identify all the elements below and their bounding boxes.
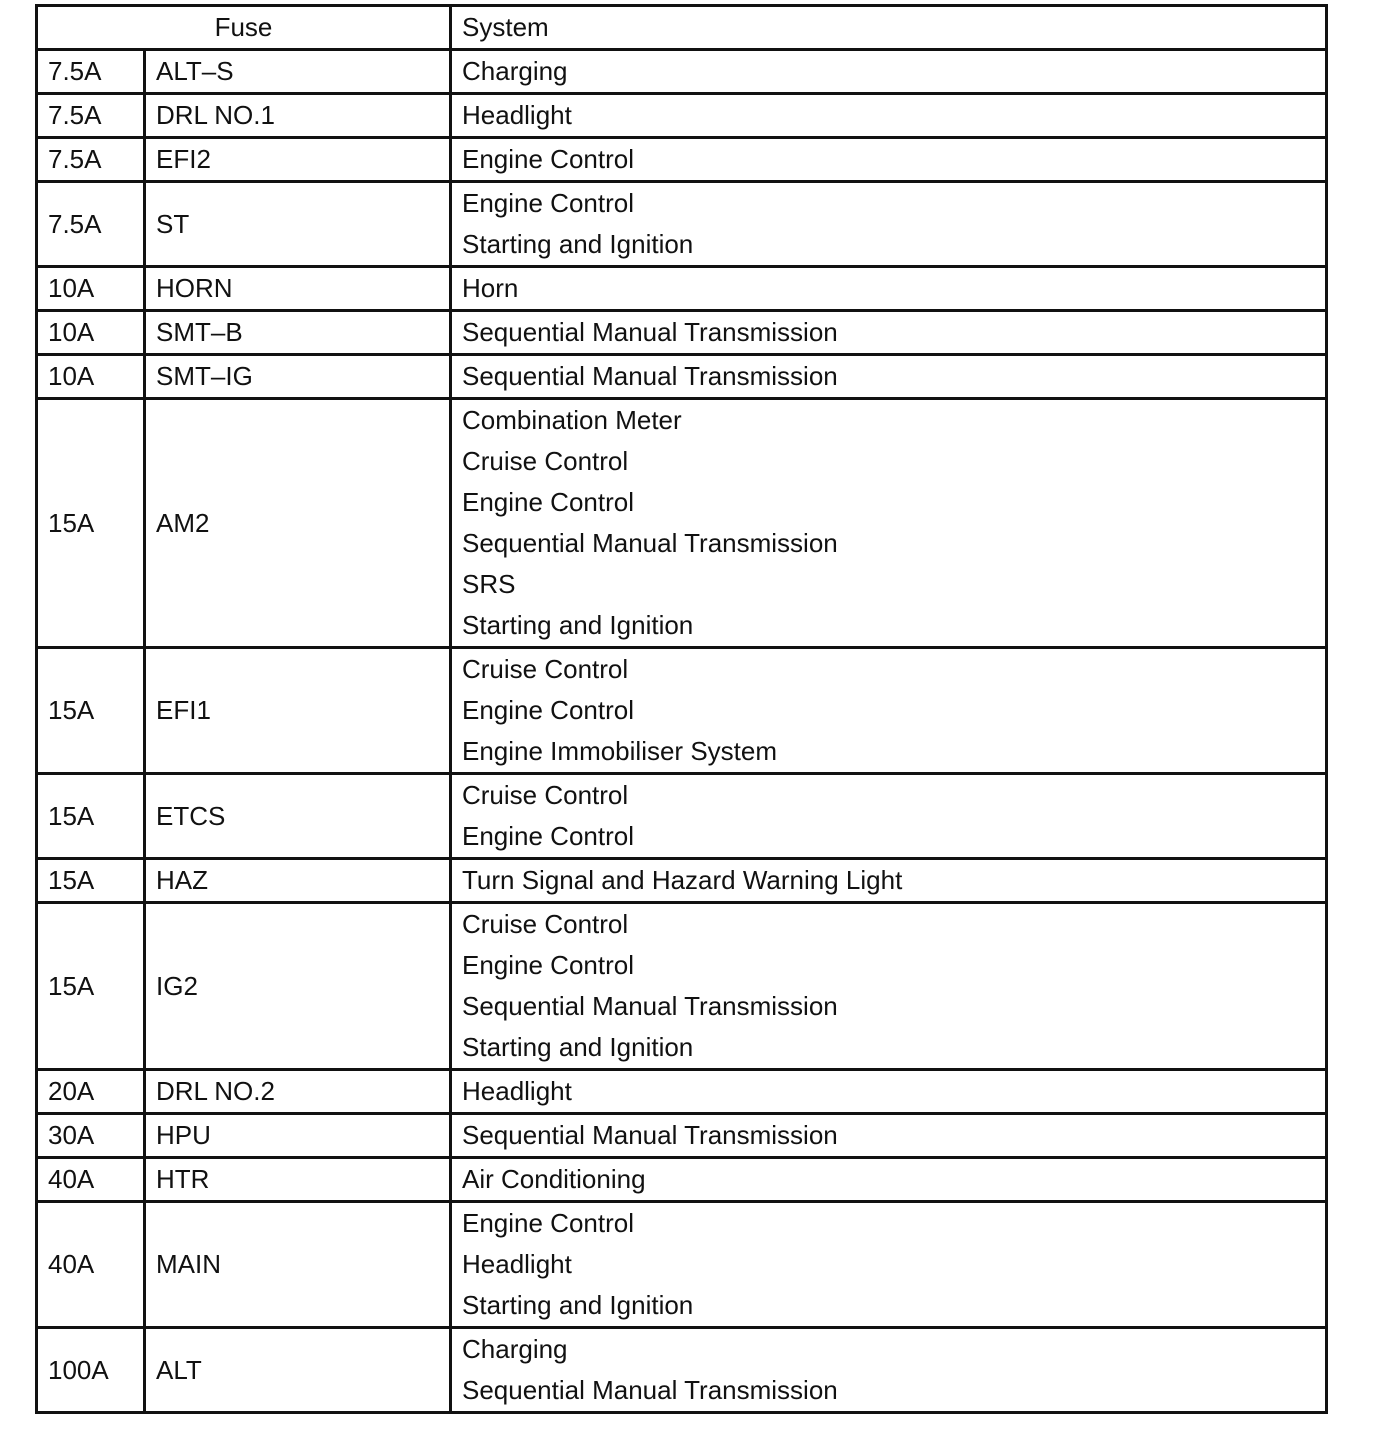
system-entry: Cruise Control	[462, 654, 629, 684]
fuse-amperage-cell: 40A	[37, 1202, 145, 1328]
table-row	[37, 182, 1327, 267]
system-entry: Engine Control	[462, 695, 634, 725]
system-entry: Cruise Control	[462, 780, 629, 810]
fuse-amperage-cell: 7.5A	[37, 138, 145, 182]
fuse-amperage-cell: 20A	[37, 1070, 145, 1114]
table-body	[37, 50, 1327, 1413]
system-entry: Sequential Manual Transmission	[462, 1120, 838, 1150]
table-row	[37, 903, 1327, 1070]
system-entry: SRS	[462, 569, 516, 599]
fuse-name-cell: SMT–IG	[145, 355, 451, 399]
fuse-name-cell: EFI2	[145, 138, 451, 182]
system-cell	[451, 1114, 1327, 1158]
fuse-amperage-cell: 7.5A	[37, 50, 145, 94]
table-row	[37, 1114, 1327, 1158]
header-row	[37, 6, 1327, 50]
system-cell	[451, 859, 1327, 903]
fuse-amperage-cell: 15A	[37, 859, 145, 903]
system-entry: Sequential Manual Transmission	[462, 1375, 838, 1405]
table-row	[37, 355, 1327, 399]
fuse-name-cell: ALT	[145, 1328, 451, 1413]
system-cell	[451, 311, 1327, 355]
fuse-name-cell: HTR	[145, 1158, 451, 1202]
table-row	[37, 774, 1327, 859]
system-entry: Sequential Manual Transmission	[462, 528, 838, 558]
table-row	[37, 1202, 1327, 1328]
system-entry: Engine Control	[462, 950, 634, 980]
system-entry: Sequential Manual Transmission	[462, 317, 838, 347]
system-entry: Air Conditioning	[462, 1164, 646, 1194]
fuse-name-cell: HPU	[145, 1114, 451, 1158]
system-cell	[451, 1070, 1327, 1114]
fuse-name-cell: DRL NO.2	[145, 1070, 451, 1114]
system-cell	[451, 648, 1327, 774]
fuse-name-cell: MAIN	[145, 1202, 451, 1328]
system-cell	[451, 182, 1327, 267]
system-cell	[451, 94, 1327, 138]
system-entry: Engine Control	[462, 144, 634, 174]
system-cell	[451, 50, 1327, 94]
fuse-name-cell: HAZ	[145, 859, 451, 903]
system-entry: Sequential Manual Transmission	[462, 991, 838, 1021]
fuse-amperage-cell: 15A	[37, 903, 145, 1070]
system-entry: Headlight	[462, 100, 572, 130]
system-entry: Starting and Ignition	[462, 610, 694, 640]
table-row	[37, 648, 1327, 774]
system-entry: Sequential Manual Transmission	[462, 361, 838, 391]
fuse-name-cell: ST	[145, 182, 451, 267]
table-row	[37, 138, 1327, 182]
system-entry: Engine Control	[462, 188, 634, 218]
fuse-amperage-cell: 15A	[37, 399, 145, 648]
system-entry: Charging	[462, 1334, 568, 1364]
header-fuse: Fuse	[37, 6, 451, 50]
fuse-name-cell: IG2	[145, 903, 451, 1070]
table-row	[37, 399, 1327, 648]
fuse-amperage-cell: 10A	[37, 267, 145, 311]
system-entry: Turn Signal and Hazard Warning Light	[462, 865, 903, 895]
system-entry: Cruise Control	[462, 909, 629, 939]
table-row	[37, 50, 1327, 94]
system-cell	[451, 1202, 1327, 1328]
system-entry: Starting and Ignition	[462, 229, 694, 259]
fuse-amperage-cell: 40A	[37, 1158, 145, 1202]
system-entry: Engine Control	[462, 821, 634, 851]
system-entry: Combination Meter	[462, 405, 682, 435]
table-row	[37, 1328, 1327, 1413]
system-cell	[451, 774, 1327, 859]
fuse-name-cell: ALT–S	[145, 50, 451, 94]
header-system: System	[451, 6, 1327, 50]
system-entry: Engine Control	[462, 487, 634, 517]
fuse-name-cell: HORN	[145, 267, 451, 311]
system-entry: Engine Control	[462, 1208, 634, 1238]
system-entry: Headlight	[462, 1249, 572, 1279]
system-cell	[451, 138, 1327, 182]
system-entry: Horn	[462, 273, 519, 303]
fuse-system-table	[35, 4, 1328, 1414]
system-entry: Headlight	[462, 1076, 572, 1106]
system-entry: Charging	[462, 56, 568, 86]
fuse-amperage-cell: 100A	[37, 1328, 145, 1413]
system-cell	[451, 1158, 1327, 1202]
fuse-amperage-cell: 10A	[37, 311, 145, 355]
fuse-name-cell: EFI1	[145, 648, 451, 774]
fuse-amperage-cell: 30A	[37, 1114, 145, 1158]
fuse-amperage-cell: 7.5A	[37, 182, 145, 267]
system-cell	[451, 355, 1327, 399]
table-row	[37, 267, 1327, 311]
fuse-name-cell: ETCS	[145, 774, 451, 859]
table-row	[37, 859, 1327, 903]
fuse-name-cell: AM2	[145, 399, 451, 648]
fuse-amperage-cell: 7.5A	[37, 94, 145, 138]
system-entry: Starting and Ignition	[462, 1032, 694, 1062]
system-cell	[451, 903, 1327, 1070]
system-entry: Starting and Ignition	[462, 1290, 694, 1320]
system-cell	[451, 399, 1327, 648]
system-cell	[451, 1328, 1327, 1413]
fuse-amperage-cell: 15A	[37, 648, 145, 774]
fuse-amperage-cell: 15A	[37, 774, 145, 859]
table-row	[37, 1158, 1327, 1202]
fuse-name-cell: SMT–B	[145, 311, 451, 355]
system-cell	[451, 267, 1327, 311]
fuse-amperage-cell: 10A	[37, 355, 145, 399]
system-entry: Engine Immobiliser System	[462, 736, 777, 766]
table-row	[37, 311, 1327, 355]
table-row	[37, 94, 1327, 138]
table-row	[37, 1070, 1327, 1114]
fuse-name-cell: DRL NO.1	[145, 94, 451, 138]
system-entry: Cruise Control	[462, 446, 629, 476]
